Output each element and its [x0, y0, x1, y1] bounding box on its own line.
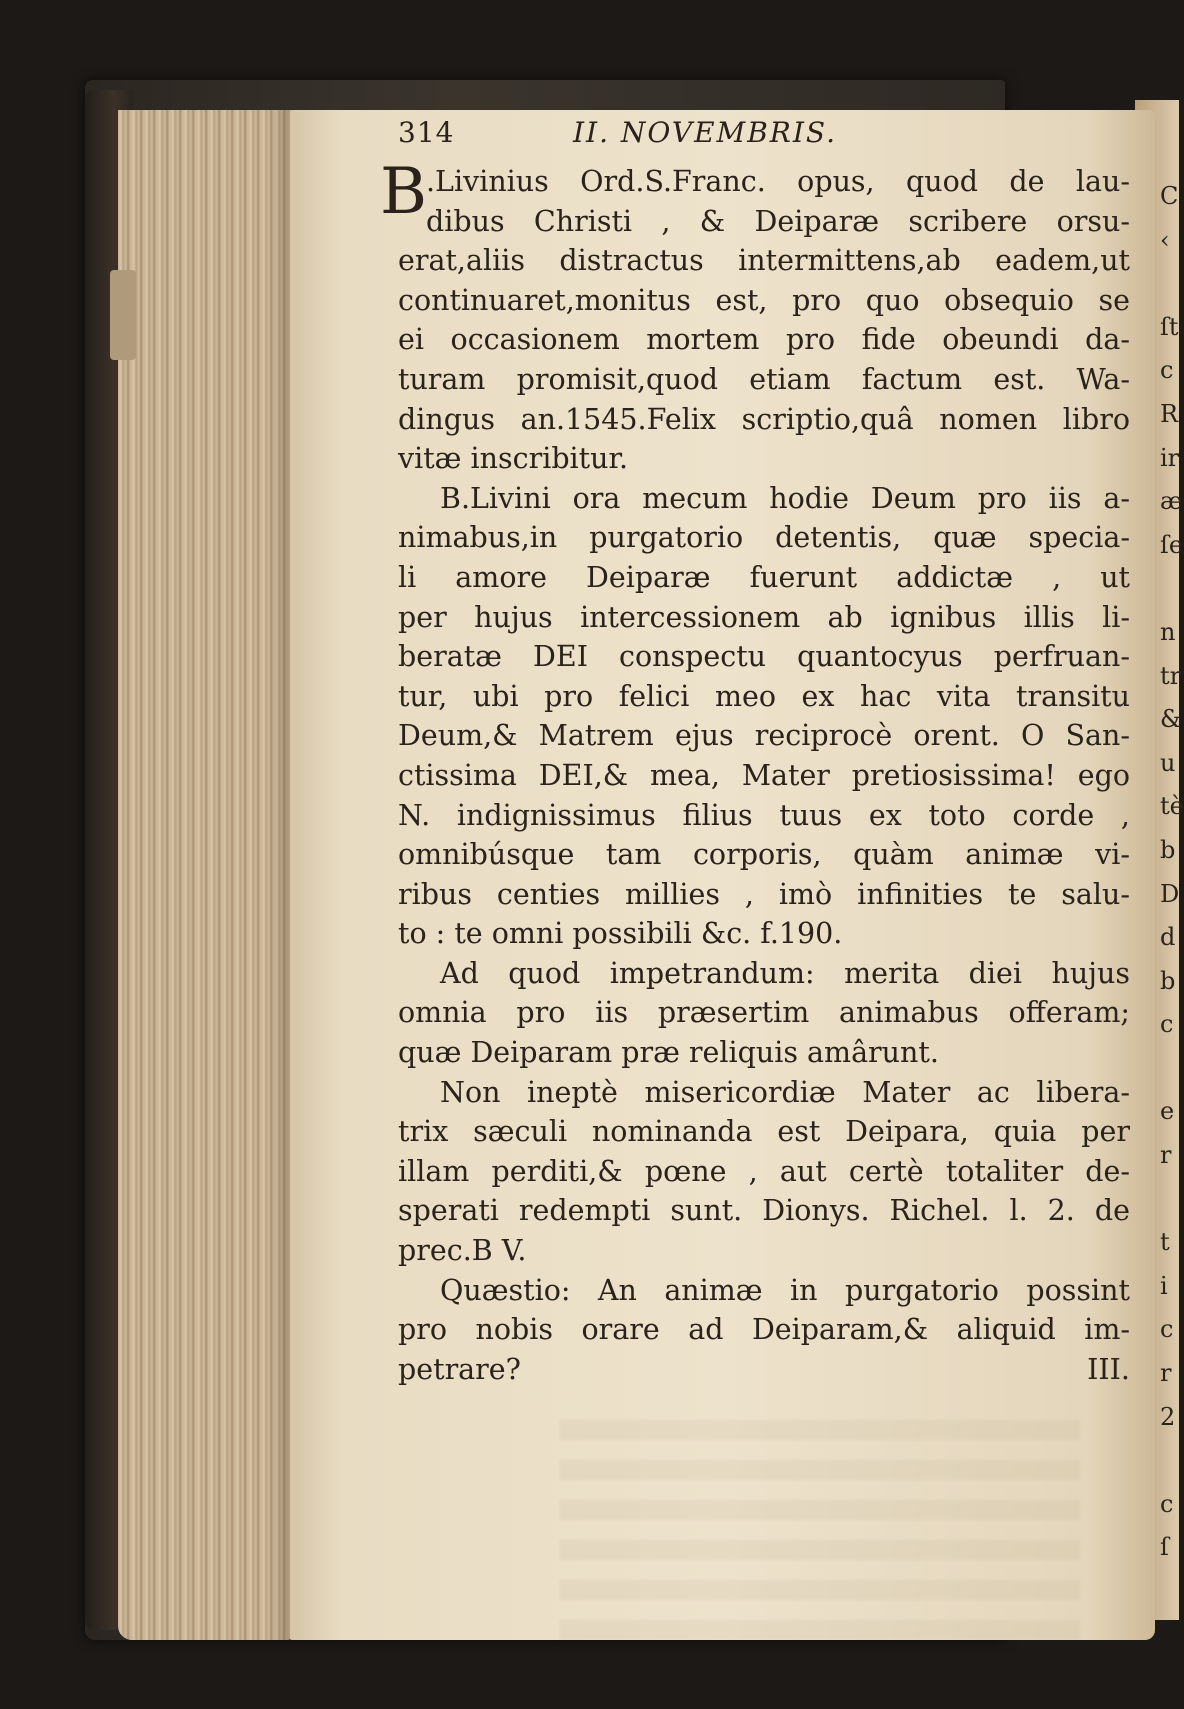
text-line: erat,aliis distractus intermittens,ab eadem,ut: [398, 244, 1130, 278]
facing-page-letter: t: [1160, 1228, 1170, 1257]
page-edges: [118, 110, 293, 1640]
facing-page-letter: [1160, 1178, 1179, 1222]
facing-page-letter: [1160, 567, 1179, 611]
text-line: ribus centies millies , imò infinities te salu-: [398, 877, 1130, 911]
facing-page-letter: r: [1160, 1359, 1172, 1388]
text-line: illam perditi,& pœne , aut certè totaliter de-: [398, 1154, 1130, 1188]
facing-page-letter: i: [1160, 1271, 1168, 1300]
text-line: Ad quod impetrandum: merita diei hujus: [440, 956, 1130, 990]
bookmark-tab: [110, 270, 136, 360]
running-header: [398, 116, 1130, 162]
facing-page-letters: [1160, 175, 1184, 1570]
text-line: omnia pro iis præsertim animabus offeram;: [398, 996, 1130, 1030]
facing-page-letter: u: [1160, 748, 1176, 777]
facing-page-letter: ſe: [1160, 530, 1184, 559]
text-line: per hujus intercessionem ab ignibus illis li-: [398, 600, 1130, 634]
page-number: 314: [398, 116, 455, 149]
drop-capital: B: [380, 155, 428, 229]
facing-page-letter: æ: [1160, 487, 1183, 516]
text-line: dibus Christi , & Deiparæ scribere orsu-: [426, 204, 1130, 238]
page-text: [380, 116, 1130, 1389]
facing-page-letter: ir: [1160, 443, 1180, 472]
facing-page-letter: c: [1160, 356, 1174, 385]
text-line: turam promisit,quod etiam factum est. Wa-: [398, 362, 1130, 396]
facing-page-letter: D: [1160, 879, 1180, 908]
facing-page-letter: n: [1160, 617, 1176, 646]
facing-page-letter: tr: [1160, 661, 1182, 690]
text-line: Non ineptè misericordiæ Mater ac libera-: [440, 1075, 1130, 1109]
facing-page-letter: C: [1160, 182, 1179, 210]
text-line: Quæstio: An animæ in purgatorio possint: [440, 1273, 1130, 1307]
text-line: tur, ubi pro felici meo ex hac vita transitu: [398, 679, 1130, 713]
facing-page-letter: R: [1160, 399, 1179, 428]
facing-page-letter: r: [1160, 1141, 1172, 1170]
running-head: II. NOVEMBRIS.: [573, 116, 838, 149]
text-line: Deum,& Matrem ejus reciprocè orent. O San-: [398, 719, 1130, 753]
text-line: trix sæculi nominanda est Deipara, quia per: [398, 1115, 1130, 1149]
catchword: III.: [1087, 1352, 1130, 1386]
facing-page-letter: b: [1160, 966, 1176, 995]
text-line: nimabus,in purgatorio detentis, quæ specia-: [398, 521, 1130, 555]
facing-page-letter: [1160, 1439, 1179, 1483]
facing-page-letter: c: [1160, 1489, 1174, 1518]
text-line: vitæ inscribitur.: [398, 442, 629, 476]
facing-page-letter: &: [1160, 705, 1182, 734]
facing-page-letter: 2: [1160, 1402, 1176, 1431]
text-line: petrare? III.: [398, 1350, 1130, 1390]
text-line: N. indignissimus filius tuus ex toto corde ,: [398, 798, 1130, 832]
facing-page-letter: d: [1160, 923, 1176, 952]
text-line: B.Livini ora mecum hodie Deum pro iis a-: [440, 481, 1130, 515]
facing-page-letter: [1160, 1047, 1179, 1091]
text-line: ctissima DEI,& mea, Mater pretiosissima! ego: [398, 758, 1130, 792]
facing-page-letter: e: [1160, 1097, 1175, 1126]
facing-page-letter: ‹: [1160, 225, 1170, 254]
text-line: sperati redempti sunt. Dionys. Richel. l. 2. de: [398, 1194, 1130, 1228]
facing-page-letter: [1160, 262, 1179, 306]
facing-page-letter: c: [1160, 1315, 1174, 1344]
text-line: ei occasionem mortem pro fide obeundi da-: [398, 323, 1130, 357]
text-line: pro nobis orare ad Deiparam,& aliquid im-: [398, 1313, 1130, 1347]
text-line: beratæ DEI conspectu quantocyus perfruan-: [398, 640, 1130, 674]
text-line: quæ Deiparam præ reliquis amârunt.: [398, 1036, 939, 1070]
text-line: .Livinius Ord.S.Franc. opus, quod de lau-: [426, 165, 1130, 198]
text-line: dingus an.1545.Felix scriptio,quâ nomen libro: [398, 402, 1130, 436]
show-through-texture: [560, 1400, 1080, 1640]
text-line: to : te omni possibili &c. f.190.: [398, 917, 843, 951]
facing-page-letter: b: [1160, 835, 1176, 864]
text-line: continuaret,monitus est, pro quo obsequio se: [398, 283, 1130, 317]
facing-page-letter: ſt: [1160, 312, 1179, 341]
facing-page-letter: c: [1160, 1010, 1174, 1039]
text-line: prec.B V.: [398, 1234, 527, 1268]
text-line: omnibúsque tam corporis, quàm animæ vi-: [398, 838, 1130, 872]
facing-page-letter: tè: [1160, 792, 1184, 821]
text-line: li amore Deiparæ fuerunt addictæ , ut: [398, 560, 1130, 594]
body-text: [398, 162, 1130, 1389]
facing-page-letter: ſ: [1160, 1533, 1169, 1562]
